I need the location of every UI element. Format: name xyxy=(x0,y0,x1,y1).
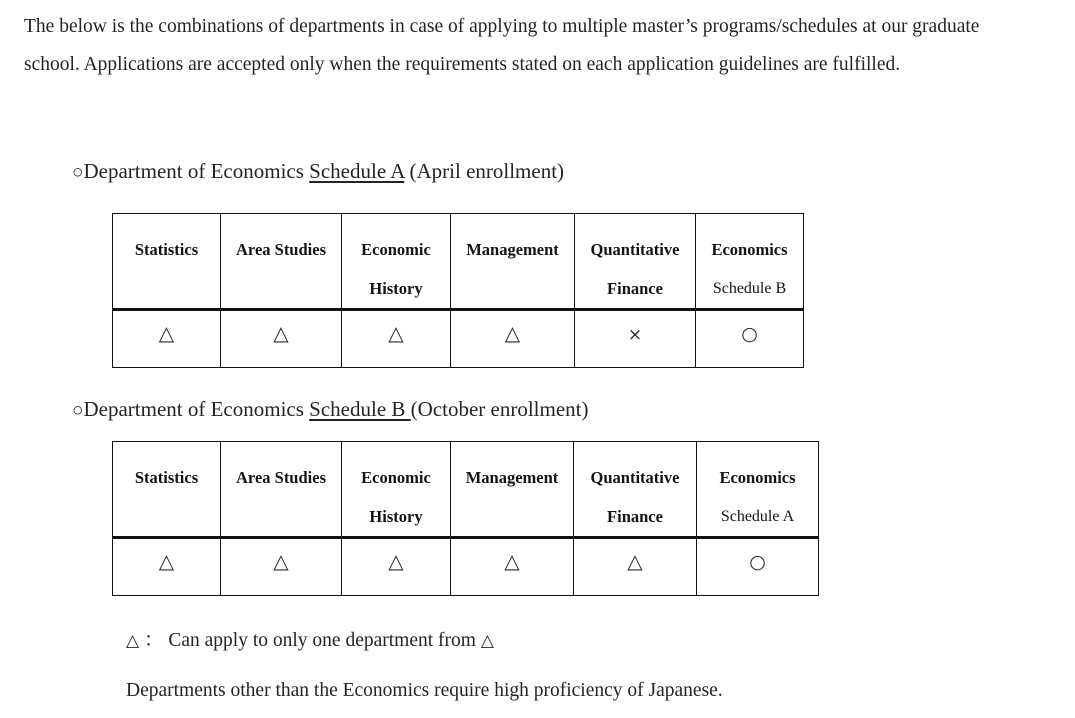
table-data-cell xyxy=(342,310,451,368)
header-line-1: Statistics xyxy=(134,468,199,487)
table-data-cell xyxy=(696,310,804,368)
header-line-1: Area Studies xyxy=(236,240,326,259)
table-data-cell xyxy=(221,310,342,368)
table-data-cell xyxy=(574,538,697,596)
header-line-1: Management xyxy=(465,468,559,487)
header-line-1: Management xyxy=(466,240,559,259)
status-mark-circle: ○ xyxy=(749,551,766,573)
combination-table-schedule-a xyxy=(112,213,804,368)
section-heading-prefix: Department of Economics xyxy=(83,397,310,421)
section-heading-suffix: (April enrollment) xyxy=(404,159,565,183)
table-header-cell xyxy=(221,214,342,310)
section-heading-suffix: (October enrollment) xyxy=(410,397,589,421)
header-line-2: Finance xyxy=(607,507,663,526)
header-line-2: Schedule B xyxy=(712,280,787,297)
table-header-cell xyxy=(575,214,696,310)
table-header-cell xyxy=(113,214,221,310)
section-heading-emphasis: Schedule B xyxy=(309,397,411,421)
table-data-row xyxy=(113,310,804,368)
status-mark-triangle: △ xyxy=(504,549,520,573)
header-line-1: Quantitative xyxy=(590,240,680,259)
section-heading-prefix: Department of Economics xyxy=(83,159,310,183)
header-line-1: Quantitative xyxy=(590,468,680,487)
header-line-2: History xyxy=(369,507,423,526)
section-heading-emphasis: Schedule A xyxy=(309,159,405,183)
table-data-cell xyxy=(697,538,819,596)
table-header-cell xyxy=(574,442,697,538)
table-header-row xyxy=(113,214,804,310)
section-bullet-icon: ○ xyxy=(72,162,84,183)
table-data-row xyxy=(113,538,819,596)
legend-note xyxy=(126,628,494,654)
status-mark-triangle: △ xyxy=(388,549,404,573)
table-data-cell xyxy=(342,538,451,596)
status-mark-triangle: △ xyxy=(627,549,643,573)
table-data-cell xyxy=(113,538,221,596)
table-header-cell xyxy=(451,214,575,310)
triangle-icon: △ xyxy=(126,631,140,651)
status-mark-triangle: △ xyxy=(158,321,175,345)
section-heading-schedule-a xyxy=(72,158,564,186)
table-header-cell xyxy=(221,442,342,538)
header-line-2: Finance xyxy=(607,279,663,298)
status-mark-triangle: △ xyxy=(273,321,289,345)
table-data-cell xyxy=(575,310,696,368)
table-data-cell xyxy=(451,538,574,596)
header-line-1: Economics xyxy=(719,468,796,487)
header-line-2: Schedule A xyxy=(720,508,795,525)
header-line-1: Economics xyxy=(711,240,788,259)
status-mark-triangle: △ xyxy=(273,549,289,573)
status-mark-circle: ○ xyxy=(741,323,758,345)
table-data-cell xyxy=(221,538,342,596)
header-line-1: Area Studies xyxy=(236,468,326,487)
status-mark-triangle: △ xyxy=(388,321,404,345)
header-line-1: Economic xyxy=(361,468,431,487)
table-data-cell xyxy=(113,310,221,368)
table-header-cell xyxy=(113,442,221,538)
combination-table-schedule-b xyxy=(112,441,819,596)
legend-text: Can apply to only one department from xyxy=(168,630,481,651)
header-line-1: Statistics xyxy=(134,240,199,259)
header-line-1: Economic xyxy=(361,240,431,259)
table-header-cell xyxy=(697,442,819,538)
table-header-cell xyxy=(342,442,451,538)
table-header-row xyxy=(113,442,819,538)
table-data-cell xyxy=(451,310,575,368)
status-mark-triangle: △ xyxy=(504,321,521,345)
table-header-cell xyxy=(342,214,451,310)
status-mark-cross: × xyxy=(627,325,643,345)
intro-paragraph: The below is the combinations of departments in case of applying to multiple master’s programs/schedules at our graduate school. Applications are accepted only when the requirements stated on each application guidelines are fulfilled. xyxy=(24,16,980,75)
triangle-icon-trailing: △ xyxy=(480,631,494,651)
japanese-proficiency-note: Departments other than the Economics require high proficiency of Japanese. xyxy=(126,680,723,701)
table-header-cell xyxy=(451,442,574,538)
table-header-cell xyxy=(696,214,804,310)
header-line-2: History xyxy=(369,279,423,298)
section-heading-schedule-b xyxy=(72,396,589,424)
legend-separator: ： xyxy=(139,630,169,651)
section-bullet-icon: ○ xyxy=(72,400,84,421)
status-mark-triangle: △ xyxy=(158,549,175,573)
